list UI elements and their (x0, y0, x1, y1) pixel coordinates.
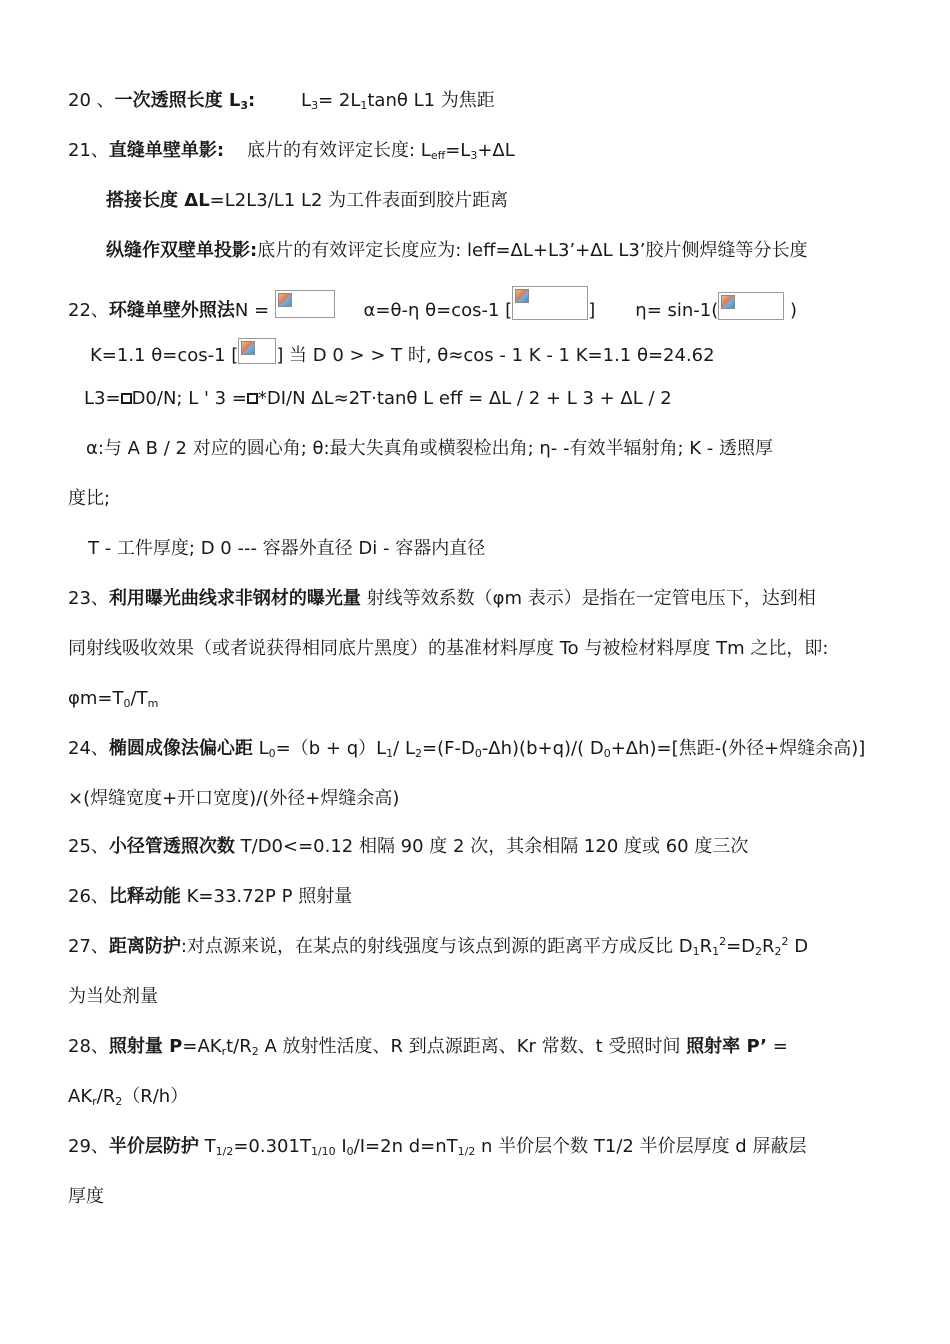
item-number: 29、 (68, 1136, 109, 1157)
item-title: 纵缝作双壁单投影: (106, 240, 258, 261)
item-21-longitudinal (106, 238, 808, 264)
formula: $L_3= 2L_1\tan\theta$ L1 为焦距 (301, 90, 495, 112)
item-22: 22、环缝单壁外照法N = α=θ-η θ=cos-1 [ ] η= sin-1( ) (68, 290, 797, 324)
item-28-cont: $AK_r/R_2(R/h)$ (68, 1086, 189, 1108)
item-number: 27、 (68, 936, 109, 957)
item-24: 24、椭圆成像法偏心距 $L_0=(b + q)L_1/$ $L_2=(F-D_0-\Delta h)(b+q)/$( $D_0+\Delta h)=$[焦距-(外径+焊缝余高)] (68, 738, 866, 760)
formula: 底片的有效评定长度: $L_{eff}=L_3+\Delta L$ (247, 140, 515, 162)
broken-image-icon (275, 290, 335, 318)
item-21 (68, 138, 515, 164)
broken-image-icon (238, 338, 276, 364)
item-25: 25、小径管透照次数 T/D0<=0.12 相隔 90 度 2 次，其余相隔 120 度或 60 度三次 (68, 836, 749, 857)
item-title: 半价层防护 (108, 1136, 199, 1157)
square-symbol-icon (247, 393, 258, 404)
item-number: 22、 (68, 300, 109, 321)
item-number: 24、 (68, 738, 109, 759)
item-21-overlap (106, 188, 508, 214)
square-symbol-icon (121, 393, 132, 404)
item-title: 利用曝光曲线求非钢材的曝光量 (108, 588, 361, 609)
item-title: 搭接长度 ΔL (106, 190, 210, 211)
item-number: 28、 (68, 1036, 109, 1057)
formula: 底片的有效评定长度应为: leff=ΔL+L3’+ΔL L3’胶片侧焊缝等分长度 (257, 240, 808, 261)
broken-image-icon (718, 292, 784, 320)
item-22-k: K=1.1 θ=cos-1 [ ] 当 D 0 > > T 时, θ≈cos - 1 K - 1 K=1.1 θ=24.62 (90, 338, 715, 369)
item-title: 照射量 P (108, 1036, 183, 1057)
item-23-formula: $\varphi m=T_0/T_m$ (68, 688, 159, 710)
item-20 (68, 88, 495, 114)
item-number: 21、 (68, 140, 109, 161)
item-22-legend: α:与 A B / 2 对应的圆心角; θ:最大失真角或横裂检出角; η- -有效半辐射角; K - 透照厚 (86, 438, 774, 459)
item-number: 26、 (68, 886, 109, 907)
item-22-legend-2: T - 工件厚度; D 0 --- 容器外直径 Di - 容器内直径 (88, 538, 486, 559)
item-title: 环缝单壁外照法 (108, 300, 235, 321)
item-title: 比释动能 (108, 886, 181, 907)
item-title: 小径管透照次数 (108, 836, 235, 857)
item-title: 椭圆成像法偏心距 (108, 738, 253, 759)
item-29-cont: 厚度 (68, 1186, 104, 1207)
item-number: 23、 (68, 588, 109, 609)
item-23-cont: 同射线吸收效果（或者说获得相同底片黑度）的基准材料厚度 To 与被检材料厚度 Tm 之比，即: (68, 638, 829, 659)
item-24-cont: ×(焊缝宽度+开口宽度)/(外径+焊缝余高) (68, 788, 400, 809)
item-title-2: 照射率 P’ (686, 1036, 767, 1057)
item-27: 27、距离防护:对点源来说，在某点的射线强度与该点到源的距离平方成反比 $D_1R_1^2=D_2R_2^2$ D (68, 935, 809, 958)
item-number: 20 、 (68, 90, 115, 111)
item-22-l3: L3= D0/N; L ' 3 = *DI/N ΔL≈2T·tanθ L eff = ΔL / 2 + L 3 + ΔL / 2 (84, 388, 672, 409)
item-title: 距离防护 (108, 936, 181, 957)
item-29: 29、半价层防护 $T_{1/2}=0.301T_{1/10}$ $I_0/I=2n$ $d=nT_{1/2}$ n 半价层个数 T1/2 半价层厚度 d 屏蔽层 (68, 1136, 807, 1158)
item-28: 28、照射量 $P=AK_rt/R_2$ A 放射性活度、R 到点源距离、Kr 常数、t 受照时间 照射率 P’ = (68, 1036, 788, 1058)
broken-image-icon (512, 286, 588, 320)
formula: =L2L3/L1 L2 为工件表面到胶片距离 (209, 190, 509, 211)
item-title: 一次透照长度 $L_3$: (114, 90, 256, 112)
item-title: 直缝单壁单影: (108, 140, 225, 161)
item-26: 26、比释动能 K=33.72P P 照射量 (68, 886, 353, 907)
item-23: 23、利用曝光曲线求非钢材的曝光量 射线等效系数（φm 表示）是指在一定管电压下，达到相 (68, 588, 816, 609)
item-number: 25、 (68, 836, 109, 857)
item-22-legend-cont: 度比; (68, 488, 111, 509)
item-27-cont: 为当处剂量 (68, 986, 158, 1007)
